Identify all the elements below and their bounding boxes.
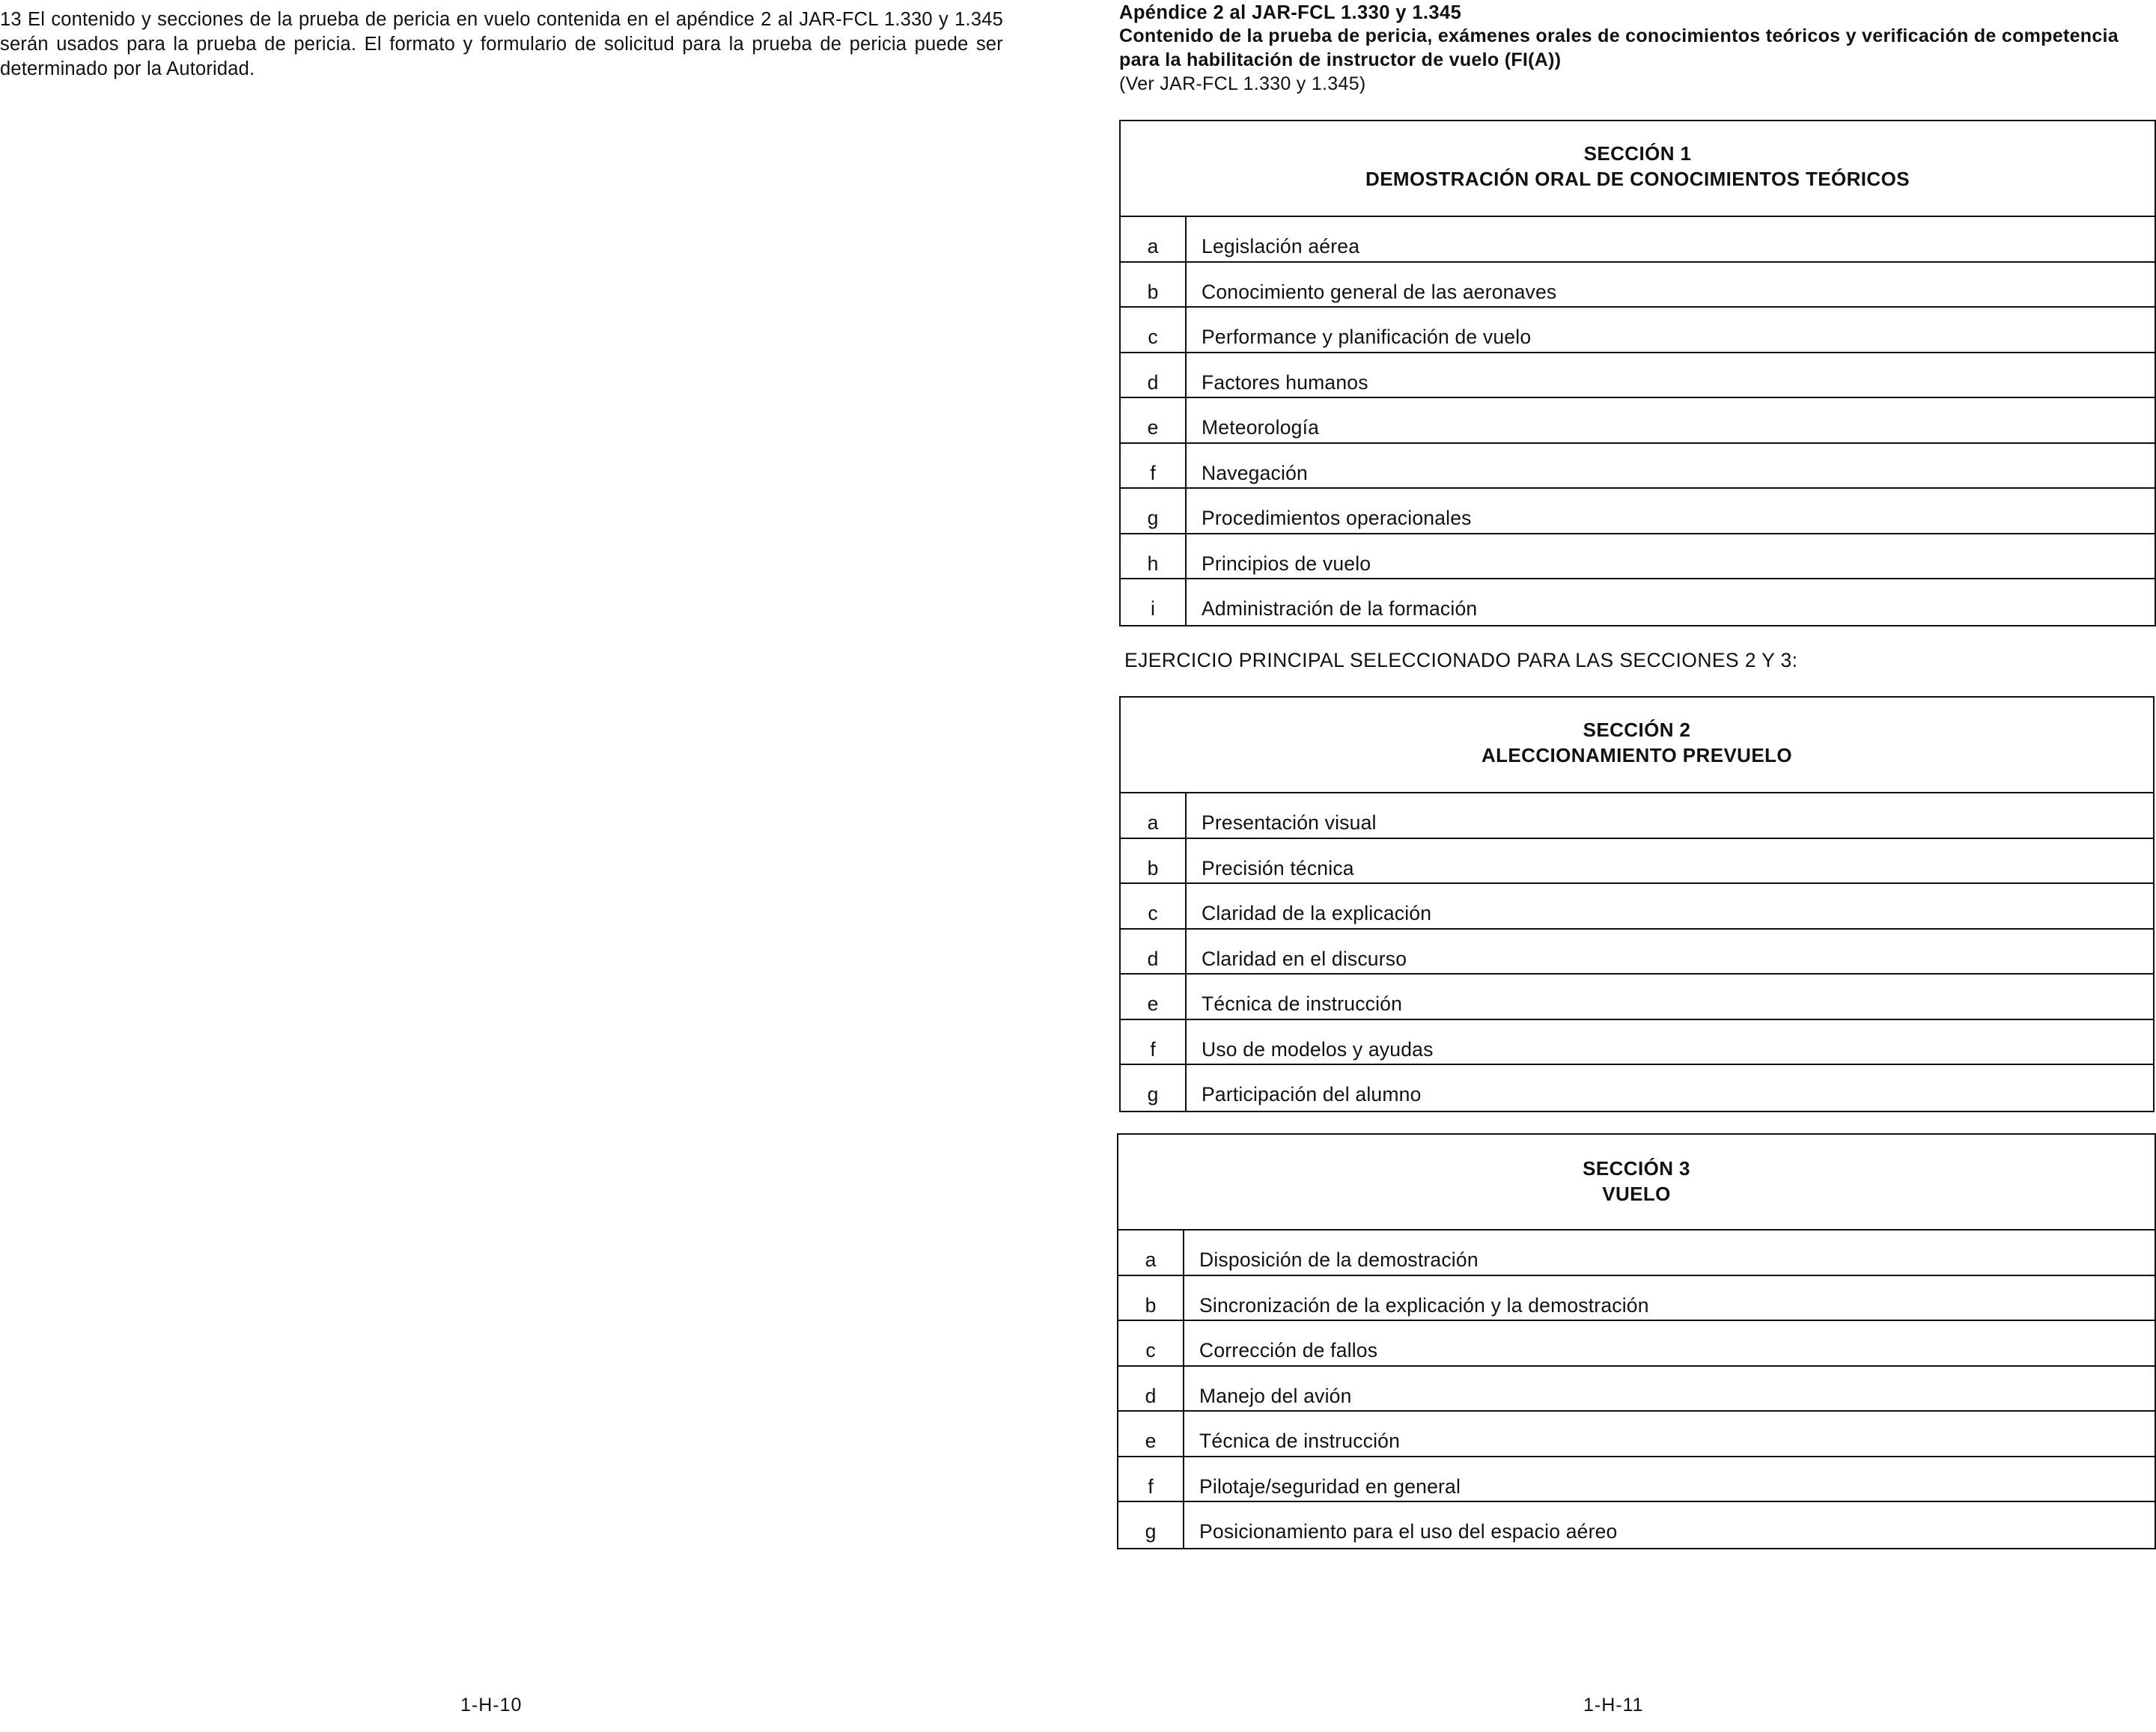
row-letter: g bbox=[1121, 489, 1187, 533]
row-text: Pilotaje/seguridad en general bbox=[1199, 1475, 1461, 1498]
table-row bbox=[1121, 884, 2153, 930]
table-row bbox=[1121, 793, 2153, 839]
table-row bbox=[1121, 1065, 2153, 1111]
row-letter: b bbox=[1118, 1276, 1184, 1320]
row-text: Disposición de la demostración bbox=[1199, 1248, 1479, 1271]
section-3-number: SECCIÓN 3 bbox=[1583, 1157, 1690, 1180]
table-row bbox=[1121, 839, 2153, 885]
table-row bbox=[1118, 1321, 2155, 1367]
section-1-header bbox=[1121, 121, 2155, 217]
row-letter: c bbox=[1118, 1321, 1184, 1365]
row-letter: e bbox=[1121, 975, 1187, 1019]
table-row bbox=[1121, 534, 2155, 580]
appendix-subtitle: Contenido de la prueba de pericia, exámenes orales de conocimientos teóricos y verificación de competencia para la habilitación de instructor de vuelo (FI(A)) bbox=[1119, 25, 2119, 70]
row-text: Conocimiento general de las aeronaves bbox=[1202, 280, 1557, 303]
row-letter: f bbox=[1121, 1020, 1187, 1064]
row-text: Navegación bbox=[1202, 461, 1308, 484]
row-letter: d bbox=[1118, 1367, 1184, 1411]
row-text: Participación del alumno bbox=[1202, 1083, 1422, 1106]
section-2-table bbox=[1119, 696, 2155, 1112]
section-2-header bbox=[1121, 698, 2153, 793]
table-row bbox=[1118, 1276, 2155, 1322]
table-row bbox=[1121, 579, 2155, 625]
section-3-table bbox=[1117, 1133, 2156, 1549]
row-text: Sincronización de la explicación y la demostración bbox=[1199, 1293, 1649, 1317]
table-row bbox=[1121, 263, 2155, 308]
row-text: Claridad de la explicación bbox=[1202, 902, 1432, 924]
row-letter: a bbox=[1121, 217, 1187, 261]
section-3-title: VUELO bbox=[1602, 1183, 1671, 1205]
section-3-header bbox=[1118, 1135, 2155, 1231]
row-text: Legislación aérea bbox=[1202, 235, 1360, 257]
row-text: Uso de modelos y ayudas bbox=[1202, 1037, 1434, 1061]
row-letter: i bbox=[1121, 579, 1187, 625]
section-1-table bbox=[1119, 120, 2156, 626]
row-letter: h bbox=[1121, 534, 1187, 579]
right-page bbox=[1078, 0, 2156, 1732]
row-text: Posicionamiento para el uso del espacio aéreo bbox=[1199, 1520, 1618, 1543]
row-letter: g bbox=[1121, 1065, 1187, 1111]
page-number-right: 1-H-11 bbox=[1583, 1695, 1644, 1716]
table-row bbox=[1121, 975, 2153, 1020]
table-row bbox=[1121, 308, 2155, 353]
row-text: Procedimientos operacionales bbox=[1202, 507, 1472, 529]
row-text: Presentación visual bbox=[1202, 811, 1377, 834]
table-row bbox=[1118, 1457, 2155, 1503]
row-letter: e bbox=[1121, 398, 1187, 442]
section-1-title: DEMOSTRACIÓN ORAL DE CONOCIMIENTOS TEÓRICOS bbox=[1365, 168, 1910, 190]
row-text: Factores humanos bbox=[1202, 371, 1368, 394]
table-row bbox=[1121, 1020, 2153, 1066]
row-text: Meteorología bbox=[1202, 416, 1320, 439]
row-letter: d bbox=[1121, 930, 1187, 974]
row-letter: d bbox=[1121, 353, 1187, 397]
row-letter: a bbox=[1118, 1231, 1184, 1275]
row-text: Técnica de instrucción bbox=[1202, 992, 1403, 1015]
table-row bbox=[1121, 353, 2155, 399]
row-letter: b bbox=[1121, 839, 1187, 883]
row-text: Principios de vuelo bbox=[1202, 552, 1371, 575]
table-row bbox=[1118, 1412, 2155, 1457]
row-text: Administración de la formación bbox=[1202, 597, 1478, 620]
appendix-reference: (Ver JAR-FCL 1.330 y 1.345) bbox=[1119, 73, 1366, 94]
table-row bbox=[1121, 398, 2155, 444]
appendix-header bbox=[1119, 1, 2156, 96]
row-text: Corrección de fallos bbox=[1199, 1339, 1378, 1361]
table-row bbox=[1118, 1367, 2155, 1412]
appendix-title: Apéndice 2 al JAR-FCL 1.330 y 1.345 bbox=[1119, 2, 1462, 23]
main-exercise-label: EJERCICIO PRINCIPAL SELECCIONADO PARA LAS SECCIONES 2 Y 3: bbox=[1124, 649, 1798, 671]
row-text: Precisión técnica bbox=[1202, 856, 1354, 879]
page-number-left: 1-H-10 bbox=[460, 1695, 523, 1716]
table-row bbox=[1118, 1231, 2155, 1276]
row-letter: g bbox=[1118, 1502, 1184, 1548]
row-letter: b bbox=[1121, 263, 1187, 307]
row-text: Manejo del avión bbox=[1199, 1384, 1352, 1407]
row-text: Performance y planificación de vuelo bbox=[1202, 326, 1532, 348]
row-letter: e bbox=[1118, 1412, 1184, 1456]
section-1-number: SECCIÓN 1 bbox=[1583, 142, 1692, 165]
table-row bbox=[1121, 930, 2153, 975]
row-letter: c bbox=[1121, 884, 1187, 928]
row-letter: a bbox=[1121, 793, 1187, 838]
table-row bbox=[1121, 217, 2155, 263]
row-letter: f bbox=[1118, 1457, 1184, 1501]
table-row bbox=[1121, 444, 2155, 490]
row-letter: f bbox=[1121, 444, 1187, 488]
row-text: Técnica de instrucción bbox=[1199, 1430, 1401, 1452]
section-2-number: SECCIÓN 2 bbox=[1583, 719, 1691, 741]
intro-paragraph: 13 El contenido y secciones de la prueba de pericia en vuelo contenida en el apéndice 2 al JAR-FCL 1.330 y 1.345 serán usados para la prueba de pericia. El formato y formulario de solicitud para la prueba de pericia puede ser determinado por la Autoridad. bbox=[0, 9, 1003, 79]
row-text: Claridad en el discurso bbox=[1202, 947, 1407, 970]
section-2-title: ALECCIONAMIENTO PREVUELO bbox=[1481, 744, 1793, 766]
table-row bbox=[1121, 489, 2155, 534]
row-letter: c bbox=[1121, 308, 1187, 352]
table-row bbox=[1118, 1502, 2155, 1548]
